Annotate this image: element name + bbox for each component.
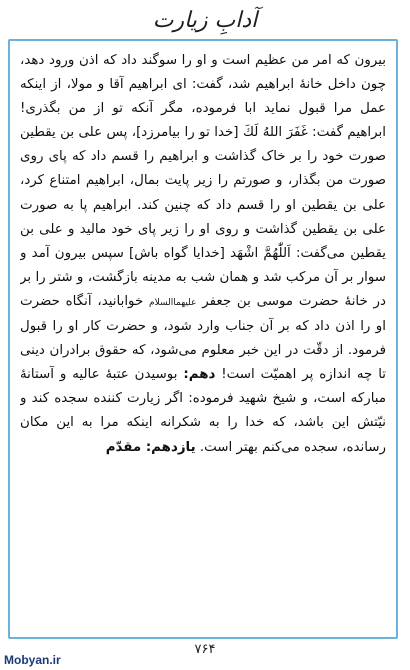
paragraph-text: خوابانید، آنگاه حضرت او را اذن داد که بر آن جناب وارد شود، و حضرت کار او را قبول فرمود. از دقّت در این خبر معلوم می‌شود، که حقوق برادران دینی تا چه اندازه پر اهمیّت است! [20, 293, 386, 383]
page-number: ۷۶۴ [194, 642, 216, 657]
paragraph-text: [خدایا گواه باش] سپس بیرون آمد و سوار بر آن مرکب شد و همان شب به مدینه بازگشت، و شتر را بر در خانهٔ حضرت موسی بن جعفر [20, 245, 386, 309]
body-text [20, 49, 386, 629]
paragraph-text: بوسیدن عتبهٔ عالیه و آستانهٔ مبارکه است، و شیخ شهید فرموده: اگر زیارت کننده سجده کند و نیّتش این باشد، که خدا را به شکرانه اینکه مرا به این مکان رسانده، سجده می‌کنم بهتر است. [20, 367, 386, 455]
arabic-phrase: غَفَرَ اللهُ لَكَ [242, 125, 308, 141]
arabic-phrase: اَللّٰهُمَّ اشْهَد [230, 245, 291, 261]
page-header-title: آدابِ زیارت [152, 8, 258, 33]
text-frame [8, 39, 398, 639]
site-watermark: Mobyan.ir [4, 653, 61, 667]
section-heading-eleventh: یازدهم: مقدّم [105, 439, 196, 455]
section-heading-tenth: دهم: [183, 367, 216, 383]
paragraph-text: [خدا تو را بیامرزد]، پس علی بن یقطین صورت خود را بر خاک گذاشت و ابراهیم را قسم داد که پای روی صورت من بگذار، و صورتم را زیر پایت بمال، ابراهیم امتناع کرد، علی بن یقطین او را قسم داد که چنین کند. ابراهیم پا به صورت علی بن یقطین گذاشت و روی او را زیر پای خود مالید و علی بن یقطین می‌گفت: [20, 125, 386, 261]
paragraph-text: بیرون که امر من عظیم است و او را سوگند داد که اذن ورود دهد، چون داخل خانهٔ ابراهیم شد، گفت: ای ابراهیم آقا و مولا، از اینکه عمل مرا قبول نماید ابا فرموده، مگر آنکه تو از من بگذری! ابراهیم گفت: [20, 53, 386, 141]
salutation-glyph: علیهماالسلام [149, 297, 197, 308]
